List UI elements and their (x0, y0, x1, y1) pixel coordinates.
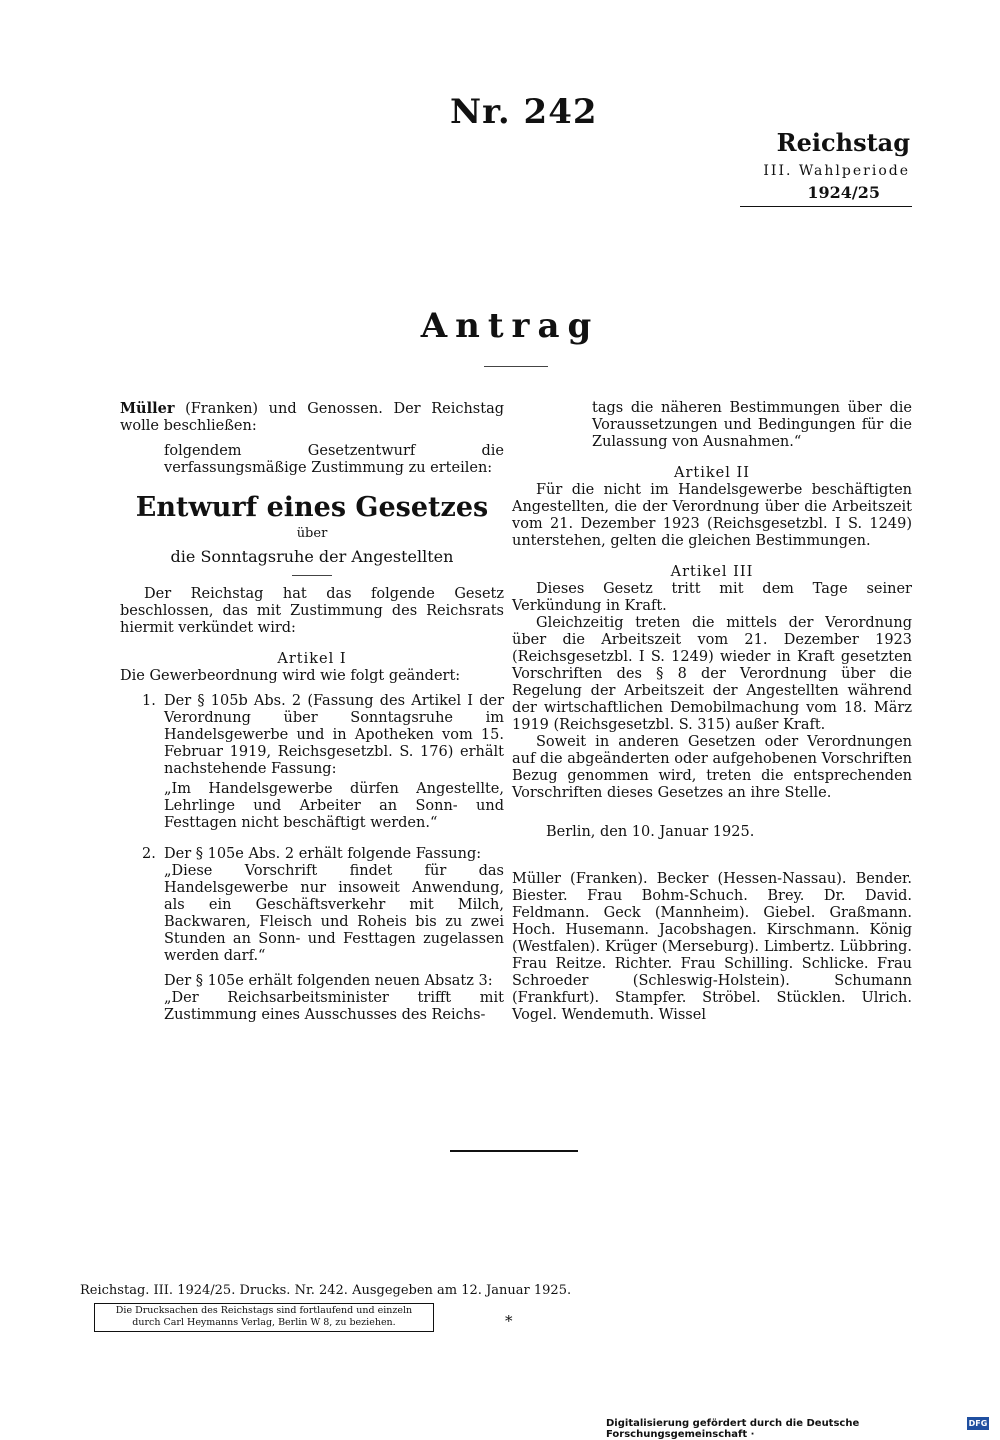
header-rule (740, 206, 912, 207)
item-1-text: Der § 105b Abs. 2 (Fassung des Artikel I der Verordnung über Sonntagsruhe im Handelsgewerbe und in Apotheken vom 15. Februar 1919, Reichsgesetzbl. S. 176) erhält nachstehende Fassung: (164, 693, 504, 777)
place-date: Berlin, den 10. Januar 1925. (546, 824, 755, 840)
item-3-quote: „Der Reichsarbeitsminister trifft mit Zustimmung eines Ausschusses des Reichs- (164, 990, 504, 1023)
document-number: Nr. 242 (450, 92, 598, 132)
item-1-number: 1. (142, 693, 156, 709)
publisher-notice-line-1: Die Drucksachen des Reichstags sind fortlaufend und einzeln (115, 1305, 413, 1316)
dfg-logo: DFG (968, 1419, 988, 1428)
right-column (512, 400, 912, 1024)
closing-rule (450, 1150, 578, 1152)
list-item (120, 846, 504, 863)
intro-name: Müller (120, 400, 175, 417)
article-3-paragraph-2: Gleichzeitig treten die mittels der Verordnung über die Arbeitszeit vom 21. Dezember 1923 (Reichsgesetzbl. I S. 1249) wieder in Kraft gesetzten Vorschriften des § 8 der Verordnung über die Regelung der Arbeitszeit der Angestellten während der wirtschaftlichen Demobilmachung vom 18. März 1919 (Reichsgesetzbl. S. 315) außer Kraft. (512, 615, 912, 733)
document-title: Antrag (420, 306, 600, 346)
print-info: Reichstag. III. 1924/25. Drucks. Nr. 242. Ausgegeben am 12. Januar 1925. (80, 1283, 572, 1298)
left-column (120, 400, 504, 1024)
article-3-heading: Artikel III (670, 564, 754, 580)
digitization-credit: Digitalisierung gefördert durch die Deutsche Forschungsgemeinschaft · (606, 1418, 860, 1440)
item-3-text: Der § 105e erhält folgenden neuen Absatz 3: (164, 973, 493, 989)
law-divider (292, 575, 332, 576)
quote-continuation: tags die näheren Bestimmungen über die Voraussetzungen und Bedingungen für die Zulassung von Ausnahmen.“ (592, 400, 912, 450)
law-subject: die Sonntagsruhe der Angestellten (170, 547, 454, 566)
article-3-paragraph-3: Soweit in anderen Gesetzen oder Verordnungen auf die abgeänderten oder aufgehobenen Vorschriften Bezug genommen wird, treten die entsprechenden Vorschriften dieses Gesetzes an ihre Stelle. (512, 734, 912, 801)
item-2-quote: „Diese Vorschrift findet für das Handelsgewerbe nur insoweit Anwendung, als ein Geschäftsverkehr mit Milch, Backwaren, Fleisch und Roheis bis zu zwei Stunden an Sonn- und Festtagen zugelassen werden darf.“ (164, 863, 504, 964)
publisher-notice (94, 1303, 434, 1332)
signatories: Müller (Franken). Becker (Hessen-Nassau). Bender. Biester. Frau Bohm-Schuch. Brey. Dr. David. Feldmann. Geck (Mannheim). Giebel. Graßmann. Hoch. Husemann. Jacobshagen. Kirschmann. König (Westfalen). Krüger (Merseburg). Limbertz. Lübbring. Frau Reitze. Richter. Frau Schilling. Schlicke. Frau Schroeder (Schleswig-Holstein). Schumann (Frankfurt). Stampfer. Ströbel. Stücklen. Ulrich. Vogel. Wendemuth. Wissel (512, 871, 912, 1023)
law-ueber: über (296, 526, 328, 541)
article-2-heading: Artikel II (674, 465, 750, 481)
intro-text: (Franken) und Genossen. Der Reichstag wolle beschließen: (120, 401, 504, 434)
item-2-text: Der § 105e Abs. 2 erhält folgende Fassung: (164, 846, 482, 862)
election-period: III. Wahlperiode (763, 163, 910, 179)
session-years: 1924/25 (807, 183, 880, 202)
article-1-intro: Die Gewerbeordnung wird wie folgt geändert: (120, 668, 461, 684)
intro-consent: folgendem Gesetzentwurf die verfassungsmäßige Zustimmung zu erteilen: (164, 443, 504, 476)
article-1-heading: Artikel I (277, 651, 347, 667)
intro-paragraph (120, 400, 504, 435)
enactment-clause: Der Reichstag hat das folgende Gesetz beschlossen, das mit Zustimmung des Reichsrats hiermit verkündet wird: (120, 586, 504, 636)
article-2-text: Für die nicht im Handelsgewerbe beschäftigten Angestellten, die der Verordnung über die Arbeitszeit vom 21. Dezember 1923 (Reichsgesetzbl. I S. 1249) unterstehen, gelten die gleichen Bestimmungen. (512, 482, 912, 549)
asterisk-mark: * (505, 1312, 513, 1330)
reichstag-heading: Reichstag (776, 128, 910, 157)
list-item (120, 693, 504, 778)
item-1-quote: „Im Handelsgewerbe dürfen Angestellte, Lehrlinge und Arbeiter an Sonn- und Festtagen nicht beschäftigt werden.“ (164, 781, 504, 831)
item-2-number: 2. (142, 846, 156, 862)
article-3-paragraph-1: Dieses Gesetz tritt mit dem Tage seiner Verkündung in Kraft. (512, 581, 912, 614)
title-divider (484, 366, 548, 367)
publisher-notice-line-2: durch Carl Heymanns Verlag, Berlin W 8, zu beziehen. (132, 1317, 396, 1328)
law-title: Entwurf eines Gesetzes (135, 492, 489, 523)
